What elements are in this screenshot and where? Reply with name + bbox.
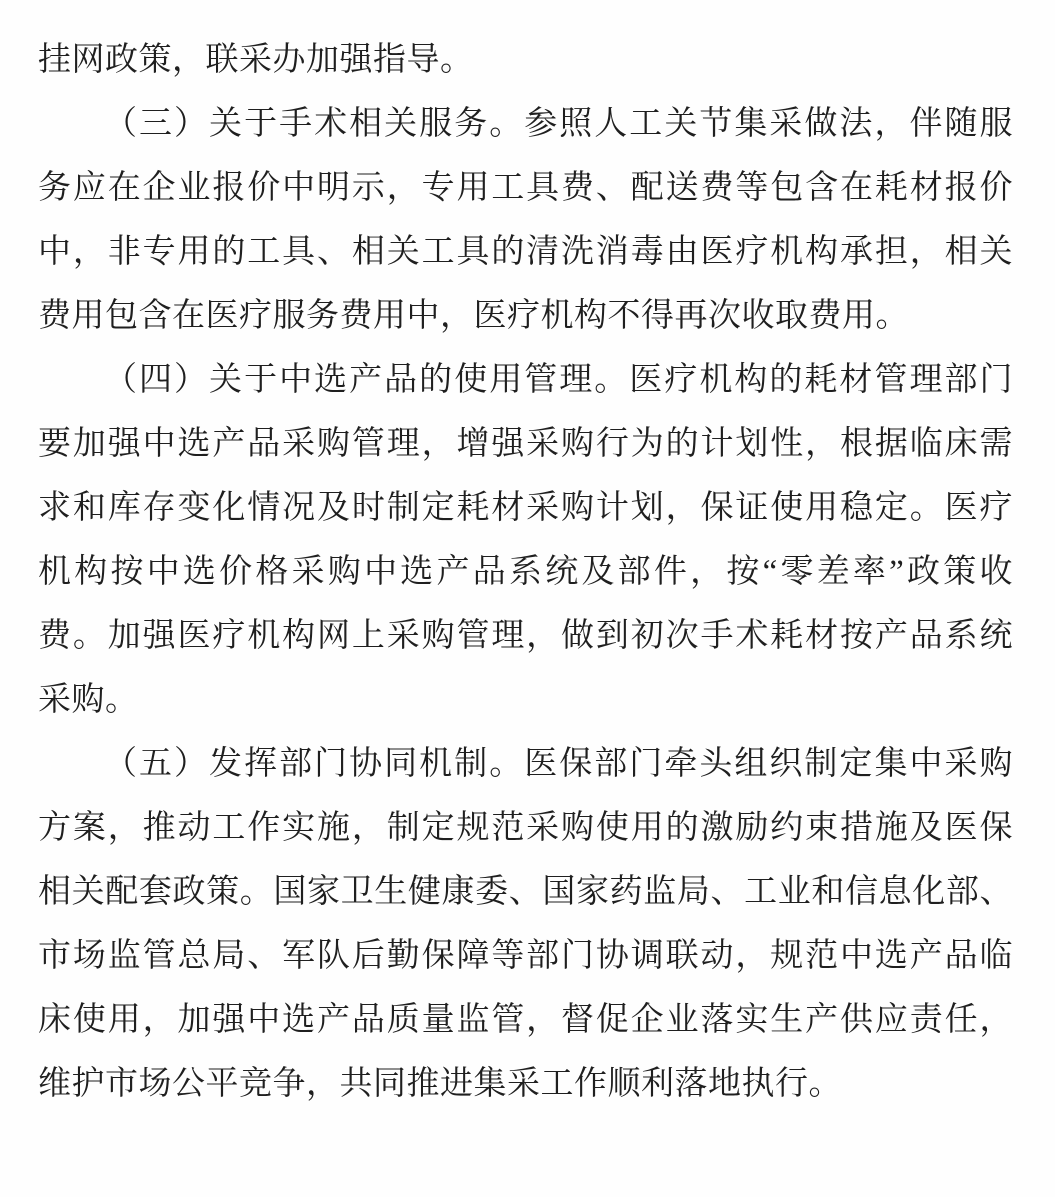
text-line: 市场监管总局、军队后勤保障等部门协调联动，规范中选产品临 [38,938,1013,974]
text-line: 维护市场公平竞争，共同推进集采工作顺利落地执行。 [38,1066,842,1102]
text-line: 床使用，加强中选产品质量监管，督促企业落实生产供应责任， [38,1002,1013,1038]
text-line: 费。加强医疗机构网上采购管理，做到初次手术耗材按产品系统 [38,618,1013,654]
text-line: 要加强中选产品采购管理，增强采购行为的计划性，根据临床需 [38,426,1013,462]
text-line: 方案，推动工作实施，制定规范采购使用的激励约束措施及医保 [38,810,1013,846]
text-line: 中，非专用的工具、相关工具的清洗消毒由医疗机构承担，相关 [38,234,1013,270]
text-line: 挂网政策，联采办加强指导。 [38,42,474,78]
text-line: 机构按中选价格采购中选产品系统及部件，按“零差率”政策收 [38,554,1013,590]
text-line: 求和库存变化情况及时制定耗材采购计划，保证使用稳定。医疗 [38,490,1013,526]
text-line: 费用包含在医疗服务费用中，医疗机构不得再次收取费用。 [38,298,909,334]
text-line: 采购。 [38,682,139,718]
text-line: （四）关于中选产品的使用管理。医疗机构的耗材管理部门 [104,362,1013,398]
text-line: 相关配套政策。国家卫生健康委、国家药监局、工业和信息化部、 [38,874,1013,910]
text-line: （三）关于手术相关服务。参照人工关节集采做法，伴随服 [104,106,1013,142]
text-line: （五）发挥部门协同机制。医保部门牵头组织制定集中采购 [104,746,1013,782]
document-body [38,28,1013,1116]
text-line: 务应在企业报价中明示，专用工具费、配送费等包含在耗材报价 [38,170,1013,206]
